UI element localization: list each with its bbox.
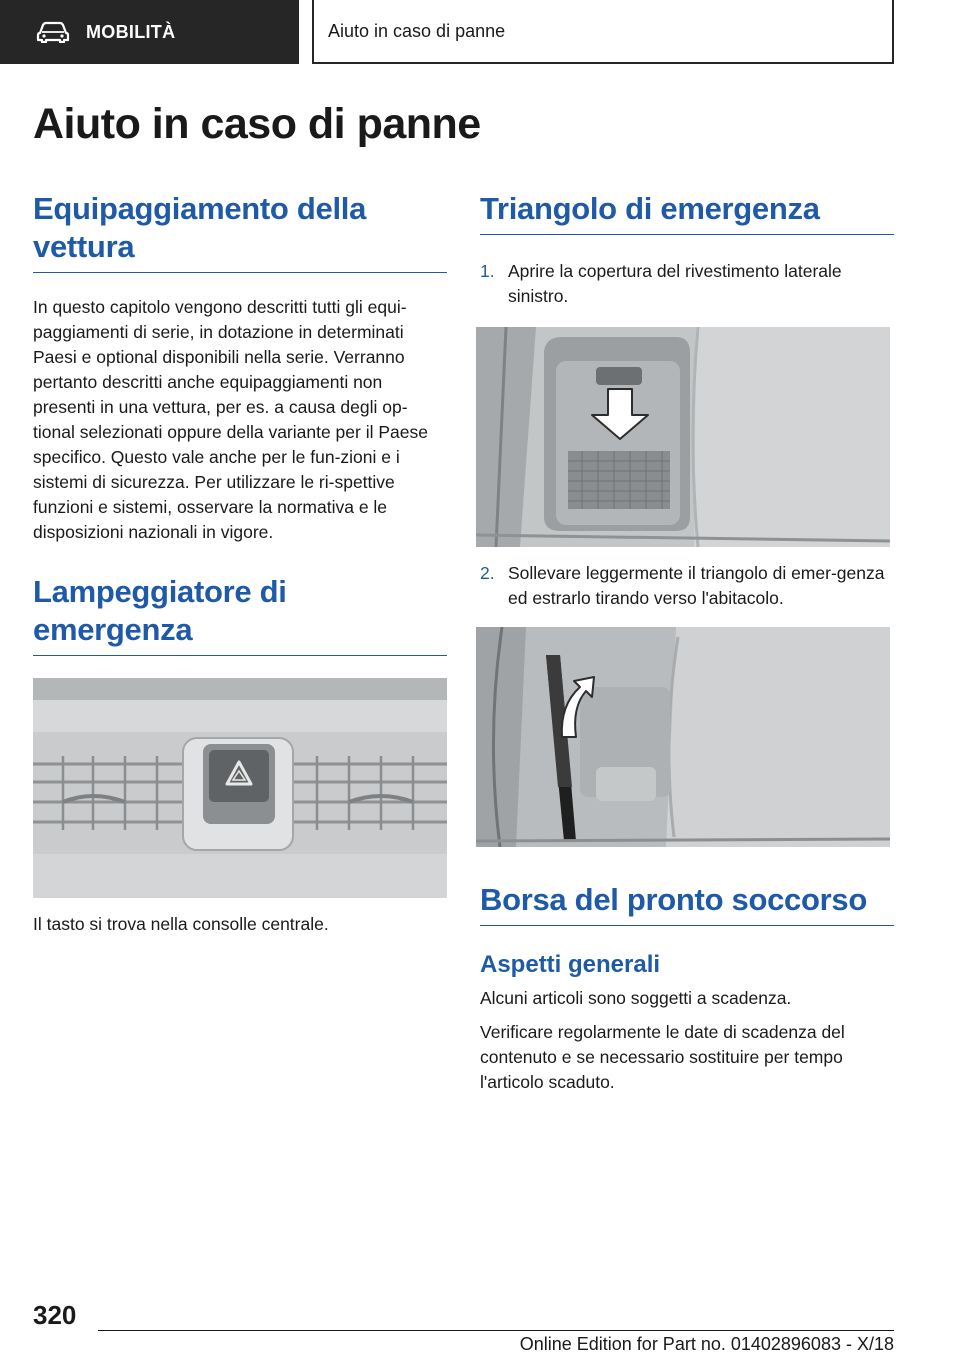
hazard-heading: Lampeggiatore di emergenza bbox=[33, 573, 447, 656]
hazard-caption: Il tasto si trova nella consolle centrale. bbox=[33, 914, 329, 934]
step-text: Aprire la copertura del rivestimento laterale sinistro. bbox=[508, 261, 842, 306]
page-title: Aiuto in caso di panne bbox=[33, 100, 481, 148]
triangle-compartment-photo bbox=[476, 627, 890, 847]
equipment-body: In questo capitolo vengono descritti tutti gli equi-paggiamenti di serie, in dotazione in determinati Paesi e optional disponibili nella serie. Verranno pertanto descritti anche equipaggiamenti non presenti in una vettura, per es. a causa degli op-tional selezionati oppure della variante per il Paese specifico. Questo vale anche per le fun-zioni e i sistemi di sicurezza. Per utilizzare le ri-spettive funzioni e sistemi, osservare la normativa e le disposizioni nazionali in vigore. bbox=[33, 297, 428, 542]
header-section-tab bbox=[0, 0, 299, 64]
first-aid-subheading: Aspetti generali bbox=[480, 951, 661, 978]
chapter-header bbox=[312, 0, 894, 64]
first-aid-paragraph: Alcuni articoli sono soggetti a scadenza. bbox=[480, 988, 792, 1008]
right-column bbox=[480, 190, 894, 1095]
triangle-steps-1 bbox=[480, 259, 894, 309]
triangle-heading: Triangolo di emergenza bbox=[480, 190, 894, 235]
page-number: 320 bbox=[33, 1300, 77, 1330]
left-column bbox=[33, 190, 447, 937]
side-trim-cover-photo bbox=[476, 327, 890, 547]
footer-edition: Online Edition for Part no. 01402896083 - X/18 bbox=[519, 1334, 894, 1354]
step-item bbox=[480, 561, 894, 611]
chapter-title: Aiuto in caso di panne bbox=[328, 20, 506, 41]
step-number: 1. bbox=[480, 261, 495, 281]
step-text: Sollevare leggermente il triangolo di emer-genza ed estrarlo tirando verso l'abitacolo. bbox=[508, 563, 885, 608]
step-item bbox=[480, 259, 894, 309]
step-number: 2. bbox=[480, 563, 495, 583]
first-aid-paragraph: Verificare regolarmente le date di scadenza del contenuto e se necessario sostituire per tempo l'articolo scaduto. bbox=[480, 1022, 845, 1092]
car-icon bbox=[36, 21, 70, 43]
triangle-steps-2 bbox=[480, 561, 894, 611]
section-label: MOBILITÀ bbox=[86, 21, 176, 42]
first-aid-heading: Borsa del pronto soccorso bbox=[480, 881, 894, 926]
hazard-button-photo bbox=[33, 678, 447, 898]
equipment-heading: Equipaggiamento della vettura bbox=[33, 190, 447, 273]
footer-rule bbox=[98, 1330, 894, 1331]
